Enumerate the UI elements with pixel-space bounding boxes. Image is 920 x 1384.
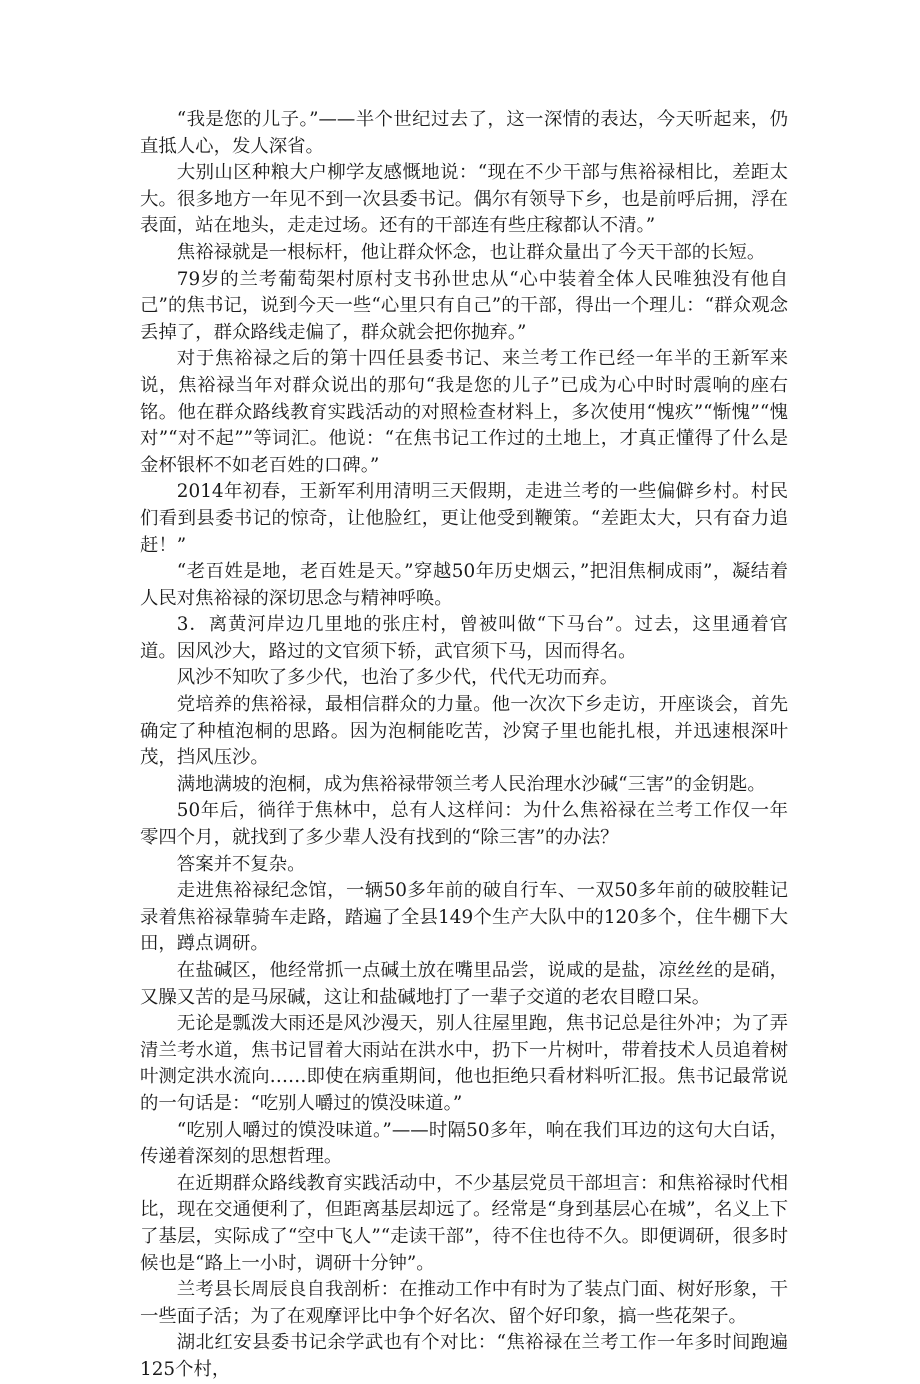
paragraph: 在近期群众路线教育实践活动中，不少基层党员干部坦言：和焦裕禄时代相比，现在交通便利了，但距离基层却远了。经常是“身到基层心在城”，名义上下了基层，实际成了“空中飞人”“走读干部”，待不住也待不久。即便调研，很多时候也是“路上一小时，调研十分钟”。 bbox=[140, 1172, 788, 1274]
paragraph: 焦裕禄就是一根标杆，他让群众怀念，也让群众量出了今天干部的长短。 bbox=[176, 241, 766, 263]
paragraph: 无论是瓢泼大雨还是风沙漫天，别人往屋里跑，焦书记总是往外冲；为了弄清兰考水道，焦书记冒着大雨站在洪水中，扔下一片树叶，带着技术人员追着树叶测定洪水流向……即使在病重期间，他也拒绝只看材料听汇报。焦书记最常说的一句话是：“吃别人嚼过的馍没味道。” bbox=[140, 1013, 788, 1114]
paragraph: 满地满坡的泡桐，成为焦裕禄带领兰考人民治理水沙碱“三害”的金钥匙。 bbox=[176, 773, 766, 795]
paragraph: 3．离黄河岸边几里地的张庄村，曾被叫做“下马台”。过去，这里通着官道。因风沙大，路过的文官须下轿，武官须下马，因而得名。 bbox=[140, 614, 788, 662]
paragraph: “吃别人嚼过的馍没味道。”——时隔50多年，响在我们耳边的这句大白话，传递着深刻的思想哲理。 bbox=[140, 1119, 788, 1168]
paragraph: 兰考县长周辰良自我剖析：在推动工作中有时为了装点门面、树好形象，干一些面子活；为了在观摩评比中争个好名次、留个好印象，搞一些花架子。 bbox=[140, 1279, 788, 1327]
article-body bbox=[140, 107, 788, 1384]
paragraph: “老百姓是地，老百姓是天。”穿越50年历史烟云，”把泪焦桐成雨”，凝结着人民对焦裕禄的深切思念与精神呼唤。 bbox=[140, 561, 788, 609]
paragraph: 在盐碱区，他经常抓一点碱土放在嘴里品尝，说咸的是盐，凉丝丝的是硝，又臊又苦的是马尿碱，这让和盐碱地打了一辈子交道的老农目瞪口呆。 bbox=[140, 960, 788, 1008]
paragraph: “我是您的儿子。”——半个世纪过去了，这一深情的表达，今天听起来，仍直抵人心，发人深省。 bbox=[140, 109, 788, 157]
paragraph: 湖北红安县委书记余学武也有个对比：“焦裕禄在兰考工作一年多时间跑遍125个村， bbox=[140, 1332, 788, 1380]
paragraph: 走进焦裕禄纪念馆，一辆50多年前的破自行车、一双50多年前的破胶鞋记录着焦裕禄靠骑车走路，踏遍了全县149个生产大队中的120多个，住牛棚下大田，蹲点调研。 bbox=[140, 880, 788, 955]
paragraph: 党培养的焦裕禄，最相信群众的力量。他一次次下乡走访，开座谈会，首先确定了种植泡桐的思路。因为泡桐能吃苦，沙窝子里也能扎根，并迅速根深叶茂，挡风压沙。 bbox=[140, 694, 788, 769]
paragraph: 79岁的兰考葡萄架村原村支书孙世忠从“心中装着全体人民唯独没有他自己”的焦书记，说到今天一些“心里只有自己”的干部，得出一个理儿：“群众观念丢掉了，群众路线走偏了，群众就会把你抛弃。” bbox=[140, 268, 788, 343]
paragraph: 50年后，徜徉于焦林中，总有人这样问：为什么焦裕禄在兰考工作仅一年零四个月，就找到了多少辈人没有找到的“除三害”的办法？ bbox=[140, 800, 788, 849]
paragraph: 答案并不复杂。 bbox=[176, 853, 306, 875]
paragraph: 对于焦裕禄之后的第十四任县委书记、来兰考工作已经一年半的王新军来说，焦裕禄当年对群众说出的那句“我是您的儿子”已成为心中时时震响的座右铭。他在群众路线教育实践活动的对照检查材料上，多次使用“愧疚”“惭愧”“愧对”“对不起””等词汇。他说：“在焦书记工作过的土地上，才真正懂得了什么是金杯银杯不如老百姓的口碑。” bbox=[140, 348, 788, 476]
paragraph: 2014年初春，王新军利用清明三天假期，走进兰考的一些偏僻乡村。村民们看到县委书记的惊奇，让他脸红，更让他受到鞭策。“差距太大，只有奋力追赶！” bbox=[140, 481, 788, 556]
paragraph: 大别山区种粮大户柳学友感慨地说：“现在不少干部与焦裕禄相比，差距太大。很多地方一年见不到一次县委书记。偶尔有领导下乡，也是前呼后拥，浮在表面，站在地头，走走过场。还有的干部连有些庄稼都认不清。” bbox=[140, 162, 788, 237]
paragraph: 风沙不知吹了多少代，也治了多少代，代代无功而弃。 bbox=[176, 667, 619, 689]
